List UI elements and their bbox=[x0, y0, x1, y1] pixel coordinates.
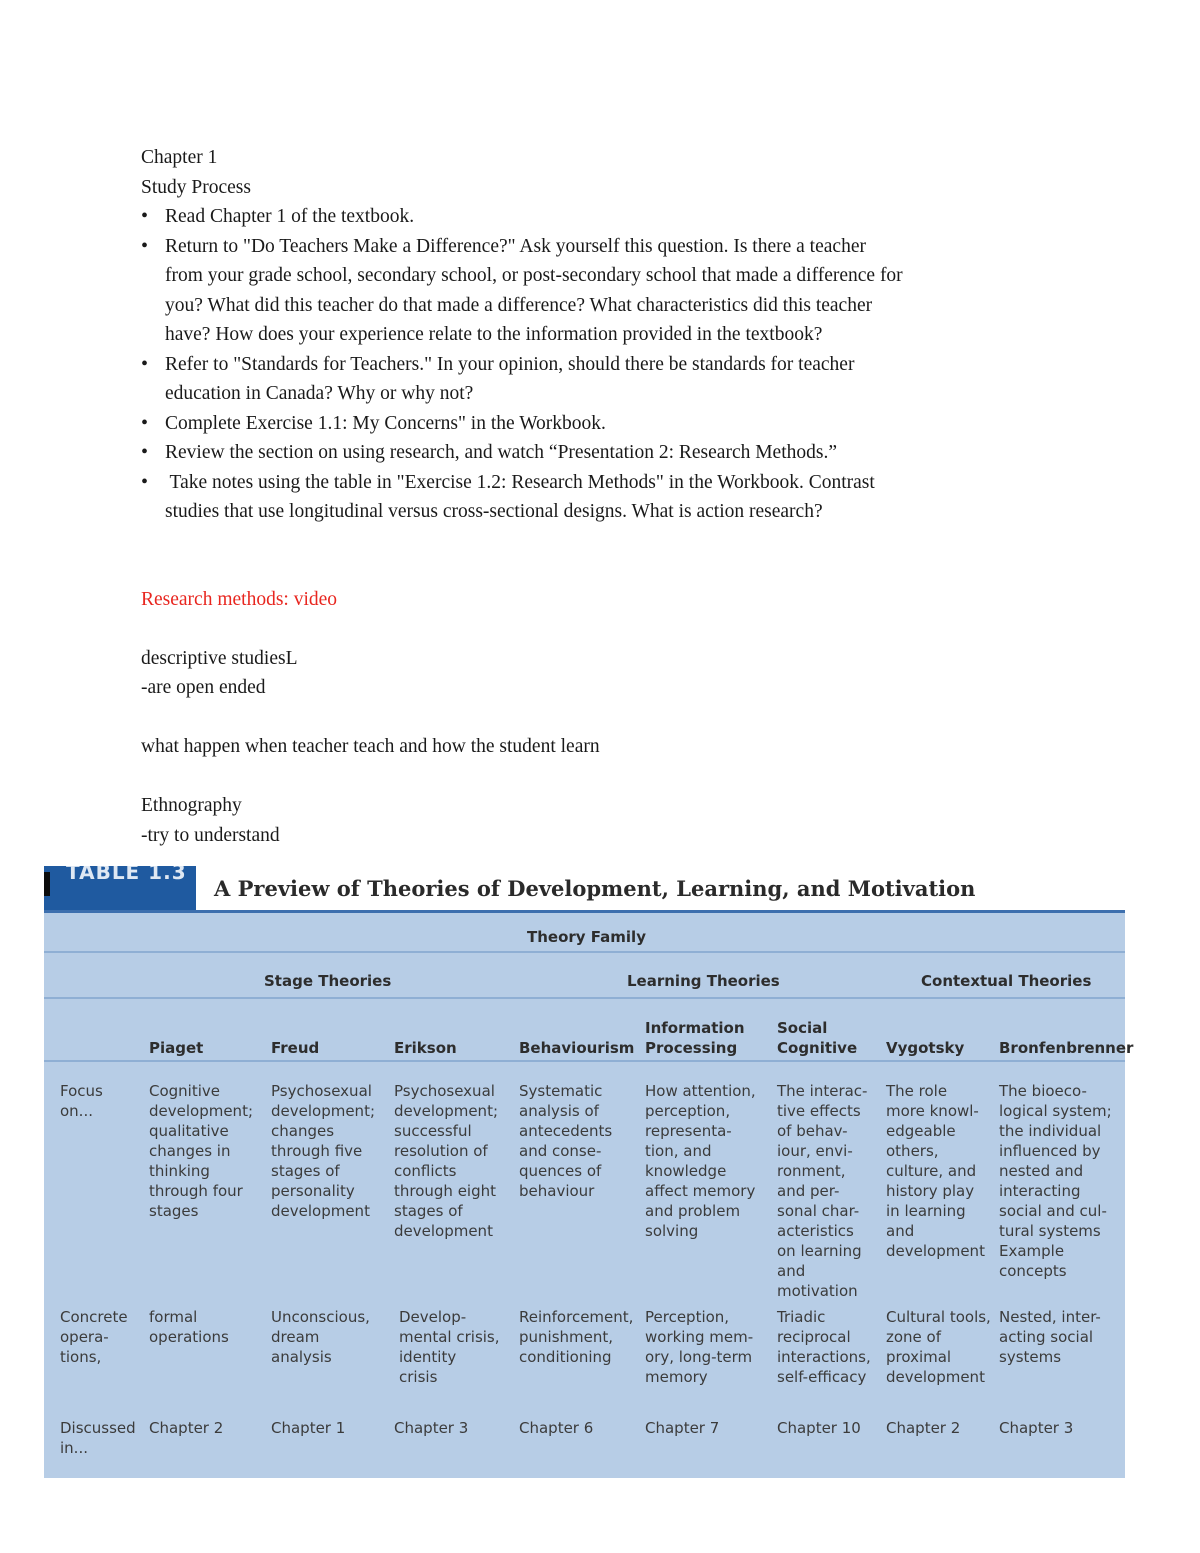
note-line: descriptive studiesL bbox=[141, 647, 298, 669]
table-cell-chapter: Chapter 7 bbox=[645, 1419, 720, 1437]
note-line: -are open ended bbox=[141, 677, 266, 698]
column-header: Information Processing bbox=[645, 1019, 745, 1057]
column-header: Bronfenbrenner bbox=[999, 1039, 1134, 1057]
table-cell-concepts: Cultural tools, zone of proximal development bbox=[886, 1308, 991, 1386]
group-header: Contextual Theories bbox=[921, 972, 1092, 990]
research-heading: Research methods: video bbox=[141, 588, 338, 610]
column-header: Piaget bbox=[149, 1039, 204, 1057]
table-cell-chapter: Chapter 1 bbox=[271, 1419, 346, 1437]
row-label: Focus on... bbox=[60, 1082, 103, 1120]
theories-table-image bbox=[44, 866, 1134, 1478]
table-cell-focus: Cognitive development; qualitative changes in thinking through four stages bbox=[149, 1082, 254, 1220]
table-cell-concepts: Nested, inter- acting social systems bbox=[999, 1308, 1101, 1366]
list-item: • Review the section on using research, and watch “Presentation 2: Research Methods.” bbox=[141, 438, 1071, 468]
section-title: Study Process bbox=[141, 176, 251, 198]
table-cell-concepts: formal operations bbox=[149, 1308, 229, 1346]
table-cell-chapter: Chapter 10 bbox=[777, 1419, 861, 1437]
list-item: • Take notes using the table in "Exercise 1.2: Research Methods" in the Workbook. Contrast studies that use longitudinal versus cross-sectional designs. What is action research? bbox=[141, 468, 1071, 527]
row-label: Concrete opera- tions, bbox=[60, 1308, 128, 1366]
list-item: • Complete Exercise 1.1: My Concerns" in the Workbook. bbox=[141, 409, 1071, 439]
column-header: Social Cognitive bbox=[777, 1019, 858, 1057]
list-item: • Refer to "Standards for Teachers." In your opinion, should there be standards for teacher education in Canada? Why or why not? bbox=[141, 350, 1071, 409]
document-body bbox=[141, 143, 1071, 850]
table-cell-focus: Systematic analysis of antecedents and conse- quences of behaviour bbox=[519, 1082, 613, 1200]
table-cell-focus: How attention, perception, representa- tion, and knowledge affect memory and problem solving bbox=[645, 1082, 756, 1240]
note-line: Ethnography bbox=[141, 795, 242, 816]
note-line: what happen when teacher teach and how the student learn bbox=[141, 736, 600, 757]
table-cell-chapter: Chapter 3 bbox=[394, 1419, 469, 1437]
chapter-title: Chapter 1 bbox=[141, 147, 218, 168]
table-cell-focus: The bioeco- logical system; the individual influenced by nested and interacting social and cul- tural systems Example concepts bbox=[999, 1082, 1112, 1280]
table-cell-focus: Psychosexual development; changes through five stages of personality development bbox=[271, 1082, 376, 1220]
table-cell-concepts: Perception, working mem- ory, long-term memory bbox=[645, 1308, 754, 1386]
column-header: Freud bbox=[271, 1039, 320, 1057]
table-cell-focus: Psychosexual development; successful resolution of conflicts through eight stages of development bbox=[394, 1082, 499, 1240]
column-header: Vygotsky bbox=[886, 1039, 965, 1057]
list-item: • Return to "Do Teachers Make a Difference?" Ask yourself this question. Is there a teacher from your grade school, secondary school, or post-secondary school that made a difference for you? What did this teacher do that made a difference? What characteristics did this teacher have? How does your experience relate to the information provided in the textbook? bbox=[141, 232, 1071, 350]
row-label: Discussed in... bbox=[60, 1419, 136, 1457]
table-cell-chapter: Chapter 3 bbox=[999, 1419, 1074, 1437]
table-cell-chapter: Chapter 2 bbox=[149, 1419, 224, 1437]
table-cell-concepts: Unconscious, dream analysis bbox=[271, 1308, 370, 1366]
table-header bbox=[44, 866, 1125, 910]
table-body bbox=[44, 910, 1134, 1478]
study-process-list bbox=[141, 202, 1071, 527]
table-tag: TABLE 1.3 bbox=[44, 866, 196, 910]
group-header: Learning Theories bbox=[627, 972, 780, 990]
list-item: • Read Chapter 1 of the textbook. bbox=[141, 202, 1071, 232]
table-cell-chapter: Chapter 2 bbox=[886, 1419, 961, 1437]
note-line: -try to understand bbox=[141, 824, 280, 846]
table-cell-focus: The role more knowl- edgeable others, culture, and history play in learning and development bbox=[886, 1082, 985, 1260]
column-header: Erikson bbox=[394, 1039, 457, 1057]
table-cell-concepts: Develop- mental crisis, identity crisis bbox=[399, 1308, 500, 1386]
table-title: A Preview of Theories of Development, Learning, and Motivation bbox=[214, 876, 976, 901]
table-cell-focus: The interac- tive effects of behav- iour, envi- ronment, and per- sonal char- acteristics on learning and motivation bbox=[777, 1082, 868, 1300]
table-cell-concepts: Triadic reciprocal interactions, self-efficacy bbox=[777, 1308, 871, 1386]
theory-family-header: Theory Family bbox=[527, 928, 646, 946]
table-cell-concepts: Reinforcement, punishment, conditioning bbox=[519, 1308, 634, 1366]
group-header: Stage Theories bbox=[264, 972, 392, 990]
table-cell-chapter: Chapter 6 bbox=[519, 1419, 594, 1437]
column-header: Behaviourism bbox=[519, 1039, 635, 1057]
